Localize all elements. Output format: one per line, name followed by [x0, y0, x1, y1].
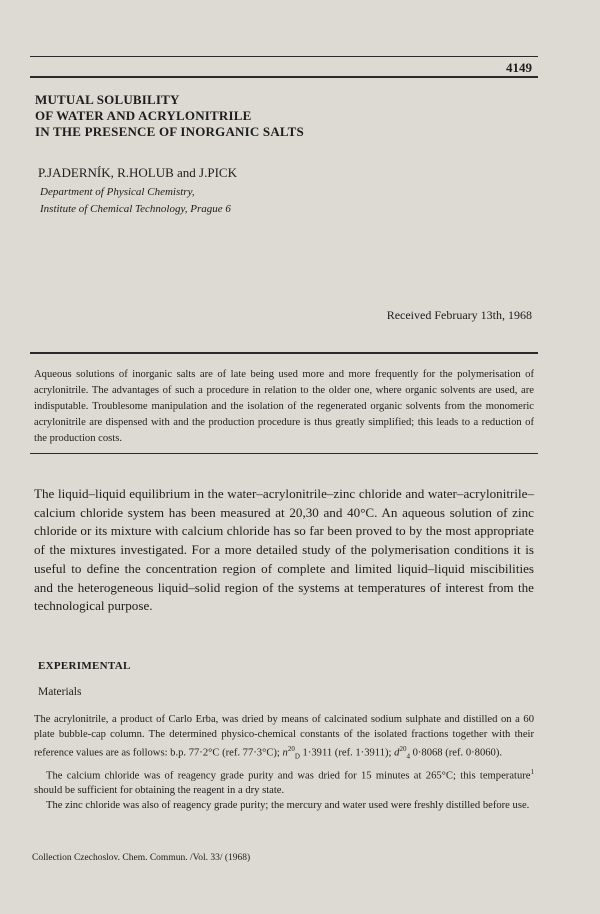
- paragraph-acrylonitrile: [34, 712, 534, 765]
- reference-mark: 1: [530, 767, 534, 776]
- materials-text: [34, 712, 534, 813]
- refractive-index-symbol: n: [282, 747, 288, 759]
- article-title: [35, 92, 304, 140]
- journal-footer: Collection Czechoslov. Chem. Commun. /Vol. 33/ (1968): [32, 853, 251, 863]
- paragraph-text: The acrylonitrile, a product of Carlo Erba, was dried by means of calcinated sodium sulphate and distilled on a 60 plate bubble-cap column. The determined physico-chemical constants of the isolated fractions together with their reference values are as follows: b.p. 77·2°C (ref. 77·3°C);: [34, 714, 534, 759]
- paragraph-zinc-chloride: The zinc chloride was also of reagency grade purity; the mercury and water used were freshly distilled before use.: [46, 800, 530, 812]
- refractive-index-sup: 20: [287, 745, 295, 753]
- section-heading: EXPERIMENTAL: [38, 660, 131, 672]
- title-line: MUTUAL SOLUBILITY: [35, 92, 180, 107]
- paragraph-text: should be sufficient for obtaining the reagent in a dry state.: [34, 785, 285, 797]
- density-sub: 4: [406, 752, 410, 761]
- header-rule-thick: [30, 76, 538, 78]
- abstract-rule-bottom: [30, 453, 538, 454]
- affiliation: [40, 184, 231, 218]
- title-line: IN THE PRESENCE OF INORGANIC SALTS: [35, 124, 304, 139]
- refractive-index-sub: D: [294, 752, 300, 761]
- header-rule-thin: [30, 56, 538, 57]
- paragraph-text: The calcium chloride was of reagency grade purity and was dried for 15 minutes at 265°C; this temperature: [46, 770, 531, 782]
- abstract: Aqueous solutions of inorganic salts are of late being used more and more frequently for the polymerisation of acrylonitrile. The advantages of such a procedure in relation to the older one, where organic solvents are used, are indisputable. Troublesome manipulation and the isolation of the regenerated organic solvents from the monomeric acrylonitrile are dispensed with and the production procedure is thus greatly simplified; this leads to a reduction of the production costs.: [34, 369, 534, 444]
- refractive-index-value: 1·3911 (ref. 1·3911);: [299, 747, 395, 759]
- affiliation-line: Department of Physical Chemistry,: [40, 186, 195, 198]
- density-value: 0·8068 (ref. 0·8060).: [409, 747, 503, 759]
- authors: P.JADERNÍK, R.HOLUB and J.PICK: [38, 165, 237, 180]
- paragraph-calcium-chloride: [34, 765, 534, 799]
- introduction-text: The liquid–liquid equilibrium in the water–acrylonitrile–zinc chloride and water–acrylonitrile–calcium chloride system has been measured at 20,30 and 40°C. An aqueous solution of zinc chloride or its mixture with calcium chloride has so far been proved to by the most appropriate of the mixtures investigated. For a more detailed study of the polymerisation conditions it is useful to define the concentration region of complete and limited liquid–liquid miscibilities and the heterogeneous liquid–solid region of the systems at temperatures of interest from the technological purpose.: [34, 486, 534, 614]
- received-date: Received February 13th, 1968: [386, 308, 532, 322]
- density-sup: 20: [399, 745, 407, 753]
- title-line: OF WATER AND ACRYLONITRILE: [35, 108, 252, 123]
- density-symbol: d: [394, 747, 400, 759]
- affiliation-line: Institute of Chemical Technology, Prague 6: [40, 203, 231, 215]
- abstract-rule-top: [30, 352, 538, 354]
- subsection-heading: Materials: [38, 686, 82, 698]
- page-number: 4149: [506, 60, 532, 75]
